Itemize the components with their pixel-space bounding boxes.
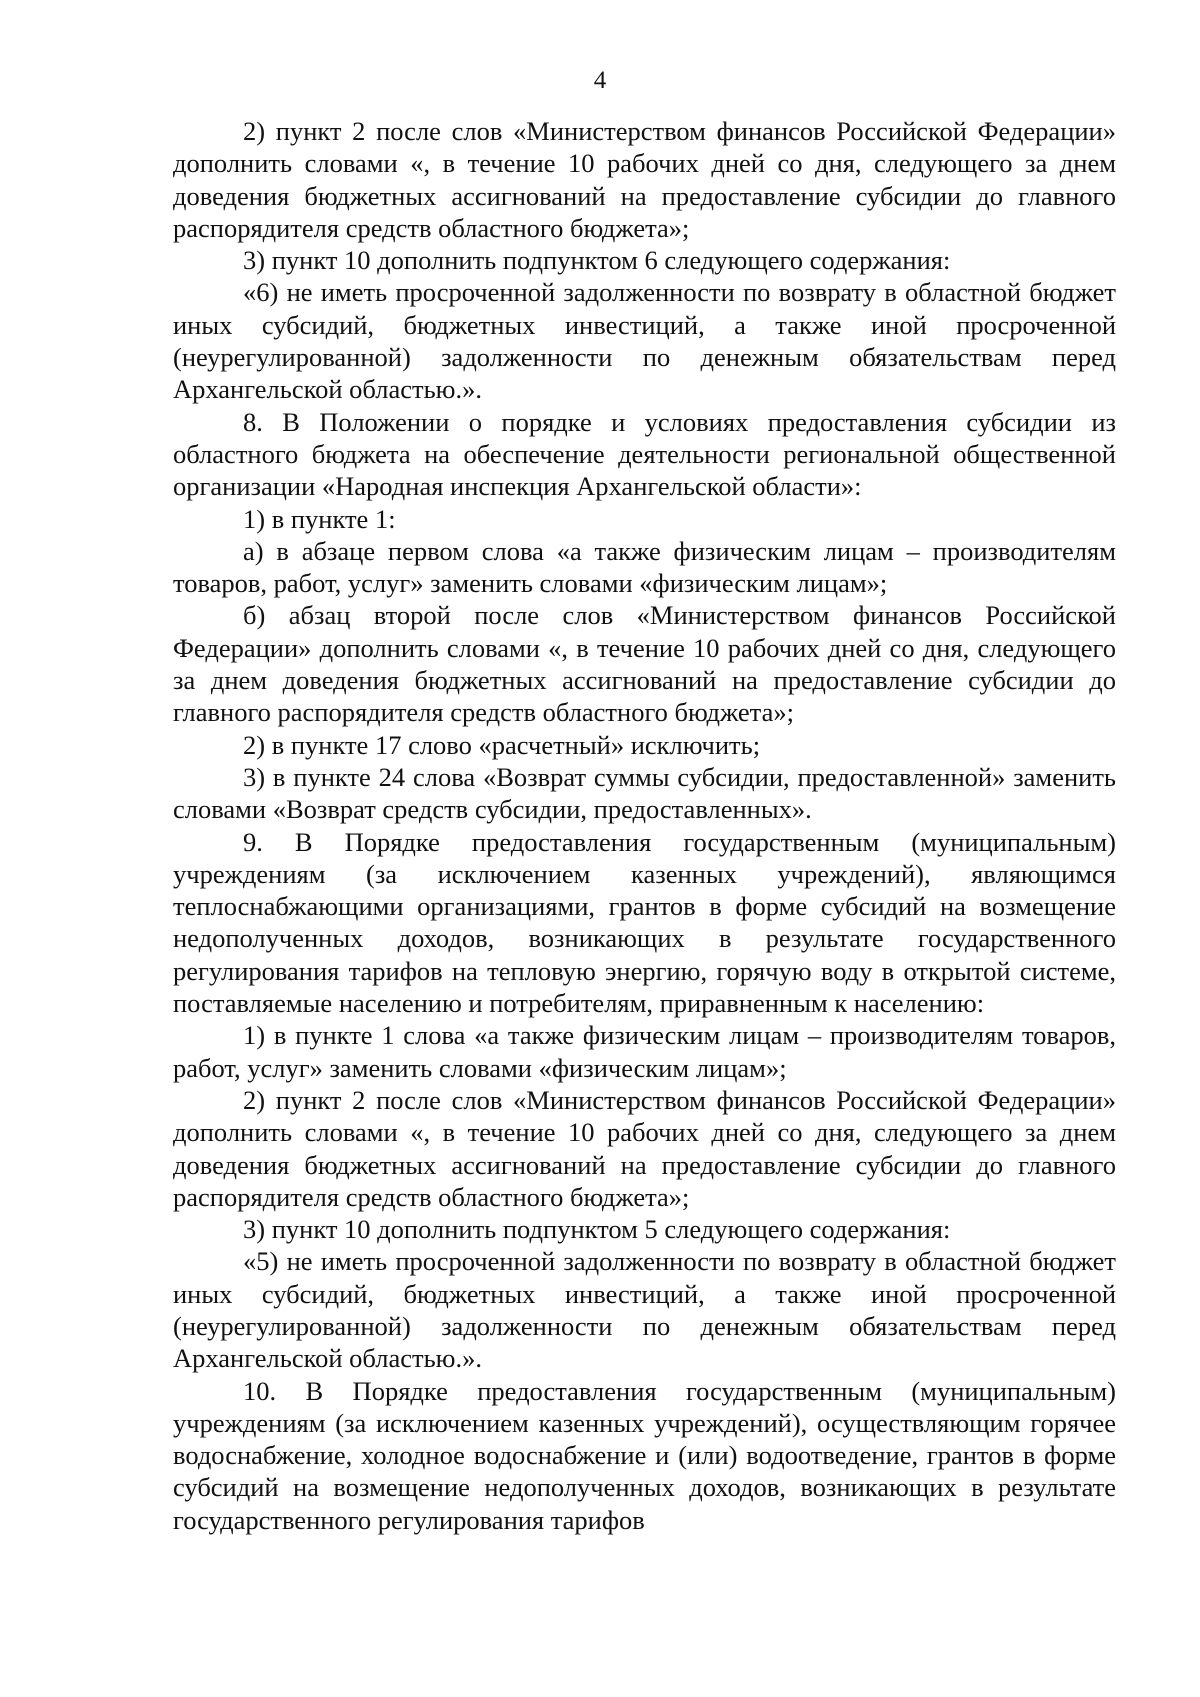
paragraph-section-9-item-1: 1) в пункте 1 слова «а также физическим лицам – производителям товаров, работ, услуг» заменить словами «физическим лицам»; — [173, 1020, 1116, 1083]
paragraph-section-9: 9. В Порядке предоставления государственным (муниципальным) учреждениям (за исключением казенных учреждений), являющимся теплоснабжающими организациями, грантов в форме субсидий на возмещение недополученных доходов, возникающих в результате государственного регулирования тарифов на тепловую энергию, горячую воду в открытой системе, поставляемые населению и потребителям, приравненным к населению: — [173, 826, 1116, 1019]
paragraph-section-8-item-2: 2) в пункте 17 слово «расчетный» исключить; — [243, 729, 761, 760]
paragraph-section-9-item-2: 2) пункт 2 после слов «Министерством финансов Российской Федерации» дополнить словами «, в течение 10 рабочих дней со дня, следующего за днем доведения бюджетных ассигнований на предоставление субсидии до главного распорядителя средств областного бюджета»; — [173, 1084, 1116, 1212]
paragraph-item-3-point-10: 3) пункт 10 дополнить подпунктом 6 следующего содержания: — [243, 245, 951, 276]
paragraph-section-8-item-1a: а) в абзаце первом слова «а также физическим лицам – производителям товаров, работ, услуг» заменить словами «физическим лицам»; — [173, 535, 1116, 599]
paragraph-section-9-item-3: 3) пункт 10 дополнить подпунктом 5 следующего содержания: — [243, 1214, 951, 1245]
paragraph-section-8-item-1: 1) в пункте 1: — [243, 503, 396, 534]
paragraph-item-2-point-2: 2) пункт 2 после слов «Министерством финансов Российской Федерации» дополнить словами «, в течение 10 рабочих дней со дня, следующего за днем доведения бюджетных ассигнований на предоставление субсидии до главного распорядителя средств областного бюджета»; — [173, 116, 1116, 243]
paragraph-section-8-item-3: 3) в пункте 24 слова «Возврат суммы субсидии, предоставленной» заменить словами «Возврат средств субсидии, предоставленных». — [173, 761, 1116, 825]
paragraph-section-8: 8. В Положении о порядке и условиях предоставления субсидии из областного бюджета на обеспечение деятельности региональной общественной организации «Народная инспекция Архангельской области»: — [173, 406, 1116, 502]
page-number: 4 — [593, 67, 607, 94]
paragraph-section-10: 10. В Порядке предоставления государственным (муниципальным) учреждениям (за исключением казенных учреждений), осуществляющим горячее водоснабжение, холодное водоснабжение и (или) водоотведение, грантов в форме субсидий на возмещение недополученных доходов, возникающих в результате государственного регулирования тарифов — [173, 1375, 1116, 1535]
paragraph-section-8-item-1b: б) абзац второй после слов «Министерством финансов Российской Федерации» дополнить словами «, в течение 10 рабочих дней со дня, следующего за днем доведения бюджетных ассигнований на предоставление субсидии до главного распорядителя средств областного бюджета»; — [173, 600, 1116, 728]
paragraph-subpoint-6-text: «6) не иметь просроченной задолженности по возврату в областной бюджет иных субсидий, бюджетных инвестиций, а также иной просроченной (неурегулированной) задолженности по денежным обязательствам перед Архангельской областью.». — [173, 277, 1116, 405]
document-body — [173, 115, 1116, 1536]
paragraph-subpoint-5-text: «5) не иметь просроченной задолженности по возврату в областной бюджет иных субсидий, бюджетных инвестиций, а также иной просроченной (неурегулированной) задолженности по денежным обязательствам перед Архангельской областью.». — [173, 1246, 1116, 1374]
